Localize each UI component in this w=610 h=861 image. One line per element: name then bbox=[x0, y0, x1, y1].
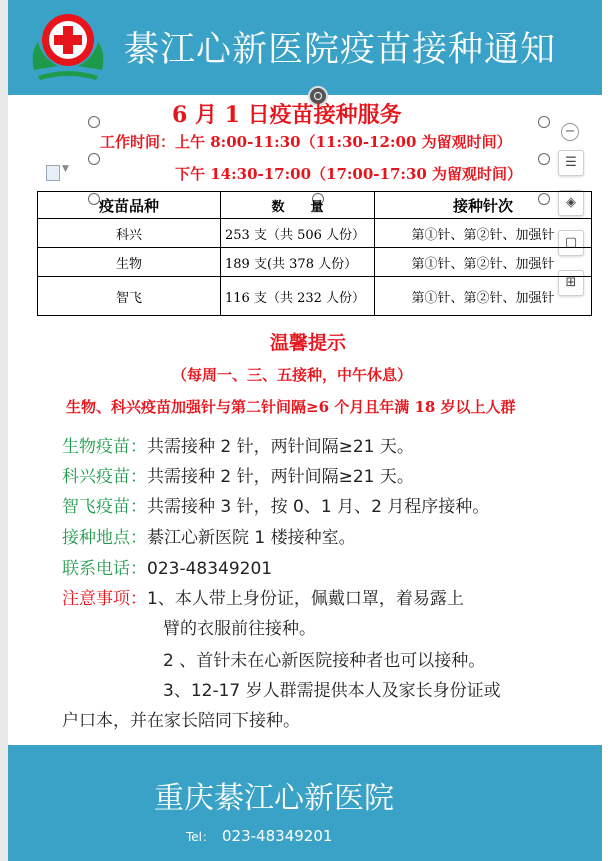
info-label: 注意事项： bbox=[62, 589, 147, 609]
info-text: 共需接种 3 针，按 0、1 月、2 月程序接种。 bbox=[147, 497, 490, 517]
info-label: 生物疫苗： bbox=[62, 437, 147, 457]
resize-handle[interactable] bbox=[88, 116, 100, 128]
resize-handle[interactable] bbox=[538, 153, 550, 165]
header-title: 綦江心新医院疫苗接种通知 bbox=[124, 30, 557, 70]
tips-title: 温馨提示 bbox=[270, 332, 347, 354]
table-row bbox=[38, 219, 592, 248]
tel-number: 023-48349201 bbox=[222, 827, 333, 845]
table-cell: 189 支(共 378 人份） bbox=[221, 248, 375, 277]
info-label: 联系电话： bbox=[62, 559, 147, 579]
header-band bbox=[8, 0, 602, 95]
info-text: 綦江心新医院 1 楼接种室。 bbox=[147, 528, 356, 548]
resize-handle[interactable] bbox=[538, 116, 550, 128]
hours-afternoon: 下午 14:30-17:00（17:00-17:30 为留观时间） bbox=[175, 165, 523, 183]
info-text: 共需接种 2 针，两针间隔≥21 天。 bbox=[147, 467, 414, 487]
note-line: 户口本，并在家长陪同下接种。 bbox=[62, 711, 300, 731]
chevron-down-icon[interactable]: ▼ bbox=[62, 164, 69, 174]
vaccine-table bbox=[37, 191, 592, 316]
table-cell: 生物 bbox=[38, 248, 221, 277]
info-kexing bbox=[62, 462, 414, 487]
resize-handle[interactable] bbox=[88, 153, 100, 165]
footer-title: 重庆綦江心新医院 bbox=[154, 781, 394, 816]
table-row bbox=[38, 248, 592, 277]
document-icon[interactable] bbox=[46, 165, 60, 181]
info-notes bbox=[62, 584, 464, 609]
footer-tel bbox=[186, 827, 332, 845]
tel-label: Tel： bbox=[186, 830, 215, 844]
table-cell: 第①针、第②针、加强针 bbox=[375, 219, 592, 248]
hospital-cross-logo-icon bbox=[28, 8, 108, 83]
table-cell: 智飞 bbox=[38, 277, 221, 316]
fill-color-icon[interactable]: ◈ bbox=[558, 190, 584, 216]
hours-morning: 工作时间：上午 8:00-11:30（11:30-12:00 为留观时间） bbox=[100, 133, 512, 151]
collapse-minus-icon[interactable]: − bbox=[561, 123, 579, 141]
table-cell: 116 支（共 232 人份） bbox=[221, 277, 375, 316]
table-header-cell: 数 量 bbox=[221, 192, 375, 219]
table-header-row bbox=[38, 192, 592, 219]
note-line: 2 、首针未在心新医院接种者也可以接种。 bbox=[163, 651, 486, 671]
table-cell: 第①针、第②针、加强针 bbox=[375, 248, 592, 277]
wrap-text-icon[interactable]: ☰ bbox=[558, 150, 584, 176]
info-label: 接种地点： bbox=[62, 528, 147, 548]
info-text: 共需接种 2 针，两针间隔≥21 天。 bbox=[147, 437, 414, 457]
table-header-cell: 接种针次 bbox=[375, 192, 592, 219]
window-left-edge bbox=[0, 0, 8, 861]
footer-band bbox=[8, 745, 602, 861]
table-row bbox=[38, 277, 592, 316]
border-icon[interactable]: ▢ bbox=[558, 230, 584, 256]
layout-options-icon[interactable]: ⊞ bbox=[558, 270, 584, 296]
info-shengwu bbox=[62, 432, 414, 457]
info-label: 科兴疫苗： bbox=[62, 467, 147, 487]
note-line: 臂的衣服前往接种。 bbox=[163, 619, 316, 639]
note-line: 3、12-17 岁人群需提供本人及家长身份证或 bbox=[163, 681, 501, 701]
info-phone bbox=[62, 554, 272, 579]
info-label: 智飞疫苗： bbox=[62, 497, 147, 517]
tips-schedule: （每周一、三、五接种，中午休息） bbox=[172, 366, 413, 384]
tips-booster: 生物、科兴疫苗加强针与第二针间隔≥6 个月且年满 18 岁以上人群 bbox=[66, 398, 516, 416]
notice-title: 6 月 1 日疫苗接种服务 bbox=[172, 102, 402, 128]
info-text: 1、本人带上身份证，佩戴口罩，着易露上 bbox=[147, 589, 464, 609]
table-cell: 第①针、第②针、加强针 bbox=[375, 277, 592, 316]
table-header-cell: 疫苗品种 bbox=[38, 192, 221, 219]
info-zhifei bbox=[62, 492, 489, 517]
table-cell: 科兴 bbox=[38, 219, 221, 248]
table-cell: 253 支（共 506 人份） bbox=[221, 219, 375, 248]
info-text: 023-48349201 bbox=[147, 559, 273, 579]
info-place bbox=[62, 523, 356, 548]
